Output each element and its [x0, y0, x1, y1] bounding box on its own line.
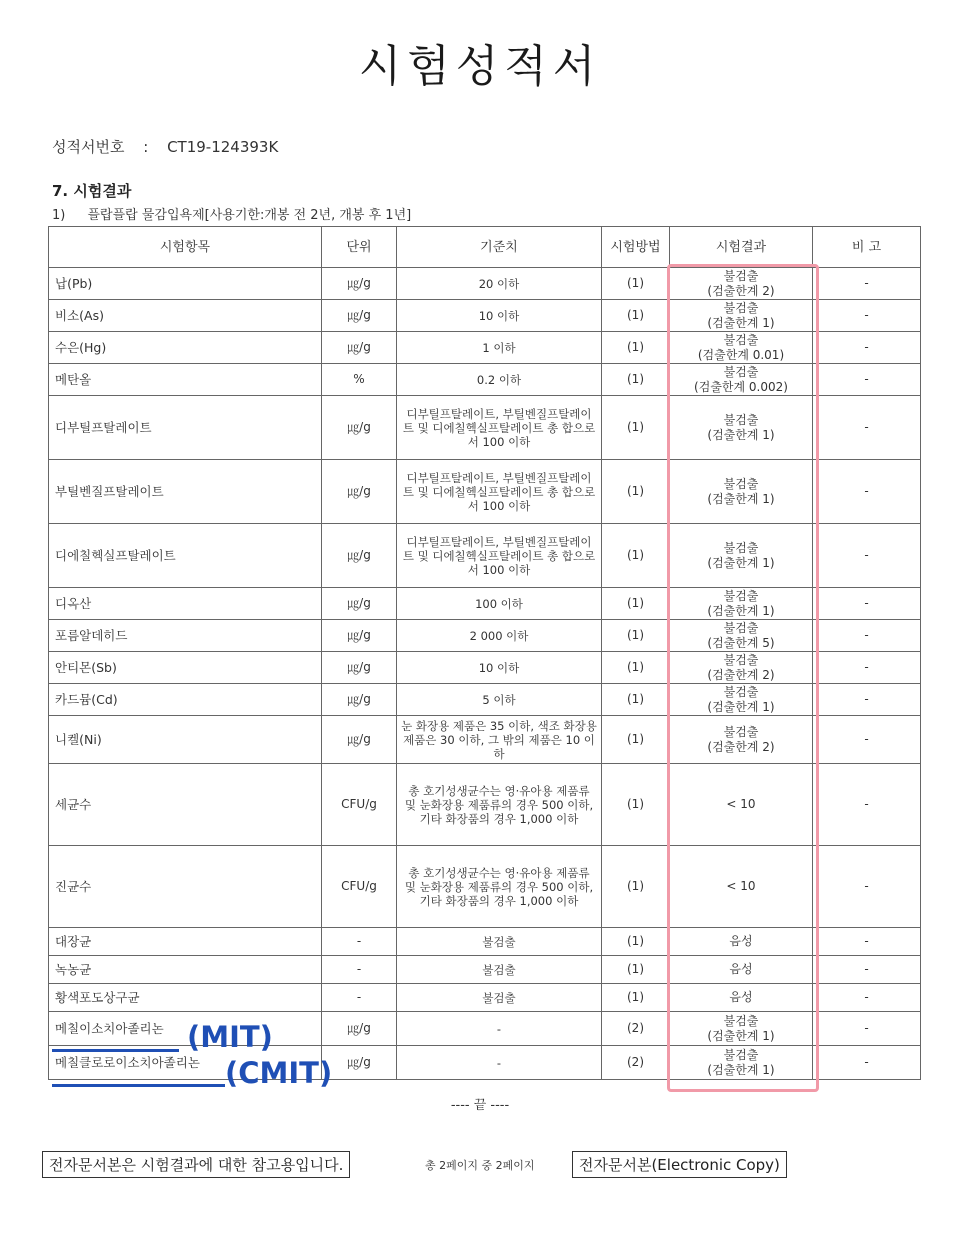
subtitle-number: 1)	[52, 208, 66, 223]
table-row	[49, 460, 921, 524]
unit-cell: -	[322, 984, 397, 1012]
note-cell: -	[813, 956, 921, 984]
unit-cell: -	[322, 928, 397, 956]
note-cell: -	[813, 364, 921, 396]
unit-cell: ㎍/g	[322, 716, 397, 764]
unit-cell: ㎍/g	[322, 300, 397, 332]
test-item-cell: 메칠이소치아졸리논	[49, 1012, 322, 1046]
result-cell	[670, 846, 813, 928]
result-line: 불검출	[723, 300, 759, 315]
test-item-cell: 수은(Hg)	[49, 332, 322, 364]
header-method: 시험방법	[602, 227, 670, 268]
unit-cell: ㎍/g	[322, 652, 397, 684]
method-cell: (1)	[602, 268, 670, 300]
test-item-cell: 디에칠헥실프탈레이트	[49, 524, 322, 588]
standard-cell: 0.2 이하	[397, 364, 602, 396]
note-cell: -	[813, 396, 921, 460]
result-cell	[670, 268, 813, 300]
note-cell: -	[813, 764, 921, 846]
result-line: (검출한계 1)	[707, 427, 775, 442]
result-cell	[670, 396, 813, 460]
result-line: (검출한계 1)	[707, 1028, 775, 1043]
test-item-cell: 녹농균	[49, 956, 322, 984]
unit-cell: -	[322, 956, 397, 984]
result-line: 불검출	[723, 364, 759, 379]
certificate-number-value: CT19-124393K	[167, 138, 279, 156]
result-line: 불검출	[723, 1047, 759, 1062]
note-cell: -	[813, 652, 921, 684]
result-line: 불검출	[723, 476, 759, 491]
result-line: (검출한계 1)	[707, 491, 775, 506]
table-row	[49, 846, 921, 928]
unit-cell: ㎍/g	[322, 460, 397, 524]
standard-cell: 10 이하	[397, 300, 602, 332]
method-cell: (1)	[602, 984, 670, 1012]
result-line: < 10	[726, 879, 756, 893]
result-cell	[670, 620, 813, 652]
standard-cell: 2 000 이하	[397, 620, 602, 652]
end-mark: ---- 끝 ----	[450, 1098, 510, 1113]
standard-cell: 총 호기성생균수는 영·유아용 제품류 및 눈화장용 제품류의 경우 500 이하, 기타 화장품의 경우 1,000 이하	[397, 764, 602, 846]
table-row	[49, 588, 921, 620]
result-line: 불검출	[723, 724, 759, 739]
note-cell: -	[813, 846, 921, 928]
result-line: 음성	[729, 990, 753, 1004]
standard-cell: 눈 화장용 제품은 35 이하, 색조 화장용 제품은 30 이하, 그 밖의 제품은 10 이하	[397, 716, 602, 764]
header-test-item: 시험항목	[49, 227, 322, 268]
test-results-table	[48, 226, 921, 1080]
table-row	[49, 332, 921, 364]
result-line: (검출한계 1)	[707, 1062, 775, 1077]
table-row	[49, 764, 921, 846]
certificate-number-colon: :	[143, 138, 149, 156]
standard-cell: 불검출	[397, 956, 602, 984]
table-row	[49, 300, 921, 332]
standard-cell: 디부틸프탈레이트, 부틸벤질프탈레이트 및 디에칠헥실프탈레이트 총 합으로서 100 이하	[397, 524, 602, 588]
table-row	[49, 956, 921, 984]
result-cell	[670, 956, 813, 984]
table-body	[49, 268, 921, 1080]
note-cell: -	[813, 984, 921, 1012]
test-item-cell: 비소(As)	[49, 300, 322, 332]
note-cell: -	[813, 268, 921, 300]
header-unit: 단위	[322, 227, 397, 268]
unit-cell: ㎍/g	[322, 684, 397, 716]
result-line: 불검출	[723, 268, 759, 283]
note-cell: -	[813, 684, 921, 716]
method-cell: (1)	[602, 684, 670, 716]
method-cell: (1)	[602, 846, 670, 928]
method-cell: (1)	[602, 588, 670, 620]
table-row	[49, 984, 921, 1012]
result-line: 불검출	[723, 620, 759, 635]
method-cell: (1)	[602, 620, 670, 652]
method-cell: (1)	[602, 300, 670, 332]
result-line: (검출한계 2)	[707, 667, 775, 682]
method-cell: (1)	[602, 764, 670, 846]
method-cell: (1)	[602, 364, 670, 396]
note-cell: -	[813, 332, 921, 364]
unit-cell: ㎍/g	[322, 1012, 397, 1046]
standard-cell: 디부틸프탈레이트, 부틸벤질프탈레이트 및 디에칠헥실프탈레이트 총 합으로서 100 이하	[397, 396, 602, 460]
test-item-cell: 대장균	[49, 928, 322, 956]
table-row	[49, 364, 921, 396]
result-line: (검출한계 1)	[707, 699, 775, 714]
note-cell: -	[813, 1012, 921, 1046]
method-cell: (2)	[602, 1046, 670, 1080]
electronic-copy-notice: 전자문서본은 시험결과에 대한 참고용입니다.	[42, 1151, 350, 1178]
unit-cell: ㎍/g	[322, 588, 397, 620]
standard-cell: 총 호기성생균수는 영·유아용 제품류 및 눈화장용 제품류의 경우 500 이하, 기타 화장품의 경우 1,000 이하	[397, 846, 602, 928]
electronic-copy-label: 전자문서본(Electronic Copy)	[572, 1151, 787, 1178]
result-line: (검출한계 0.002)	[694, 379, 788, 394]
subtitle-text: 플랍플랍 물감입욕제[사용기한:개봉 전 2년, 개봉 후 1년]	[87, 208, 412, 223]
result-cell	[670, 332, 813, 364]
header-result: 시험결과	[670, 227, 813, 268]
note-cell: -	[813, 716, 921, 764]
result-line: (검출한계 2)	[707, 283, 775, 298]
test-item-cell: 메탄올	[49, 364, 322, 396]
unit-cell: ㎍/g	[322, 268, 397, 300]
result-cell	[670, 460, 813, 524]
method-cell: (1)	[602, 396, 670, 460]
standard-cell: 1 이하	[397, 332, 602, 364]
result-line: (검출한계 1)	[707, 603, 775, 618]
table-row	[49, 652, 921, 684]
result-line: 불검출	[723, 588, 759, 603]
unit-cell: CFU/g	[322, 846, 397, 928]
result-cell	[670, 984, 813, 1012]
result-line: 불검출	[723, 540, 759, 555]
unit-cell: ㎍/g	[322, 1046, 397, 1080]
product-subtitle	[52, 204, 411, 223]
result-cell	[670, 764, 813, 846]
certificate-number-label: 성적서번호	[52, 138, 125, 156]
result-line: (검출한계 2)	[707, 739, 775, 754]
method-cell: (1)	[602, 956, 670, 984]
method-cell: (1)	[602, 460, 670, 524]
page-count: 총 2페이지 중 2페이지	[425, 1159, 535, 1172]
test-item-cell: 세균수	[49, 764, 322, 846]
standard-cell: -	[397, 1046, 602, 1080]
standard-cell: 20 이하	[397, 268, 602, 300]
note-cell: -	[813, 928, 921, 956]
result-line: (검출한계 1)	[707, 555, 775, 570]
table-row	[49, 716, 921, 764]
table-row	[49, 684, 921, 716]
note-cell: -	[813, 460, 921, 524]
unit-cell: ㎍/g	[322, 396, 397, 460]
cmit-underline	[52, 1084, 225, 1087]
section-title: 7. 시험결과	[52, 182, 132, 200]
test-item-cell: 진균수	[49, 846, 322, 928]
document-title: 시험성적서	[358, 41, 602, 92]
unit-cell: CFU/g	[322, 764, 397, 846]
standard-cell: 불검출	[397, 984, 602, 1012]
result-line: 불검출	[723, 412, 759, 427]
result-cell	[670, 364, 813, 396]
table-row	[49, 268, 921, 300]
result-line: 음성	[729, 962, 753, 976]
standard-cell: 100 이하	[397, 588, 602, 620]
note-cell: -	[813, 1046, 921, 1080]
test-item-cell: 포름알데히드	[49, 620, 322, 652]
result-line: 불검출	[723, 332, 759, 347]
table-row	[49, 620, 921, 652]
method-cell: (1)	[602, 652, 670, 684]
note-cell: -	[813, 588, 921, 620]
result-line: 음성	[729, 934, 753, 948]
result-line: (검출한계 1)	[707, 315, 775, 330]
header-note: 비 고	[813, 227, 921, 268]
test-item-cell: 카드뮴(Cd)	[49, 684, 322, 716]
result-cell	[670, 524, 813, 588]
test-item-cell: 부틸벤질프탈레이트	[49, 460, 322, 524]
result-line: (검출한계 5)	[707, 635, 775, 650]
result-cell	[670, 652, 813, 684]
table-row	[49, 928, 921, 956]
result-cell	[670, 716, 813, 764]
unit-cell: ㎍/g	[322, 620, 397, 652]
note-cell: -	[813, 620, 921, 652]
result-cell	[670, 300, 813, 332]
result-cell	[670, 684, 813, 716]
method-cell: (1)	[602, 716, 670, 764]
result-line: 불검출	[723, 1013, 759, 1028]
standard-cell: -	[397, 1012, 602, 1046]
note-cell: -	[813, 300, 921, 332]
table-row	[49, 1012, 921, 1046]
test-item-cell: 디옥산	[49, 588, 322, 620]
cmit-annotation: (CMIT)	[225, 1056, 333, 1090]
result-line: 불검출	[723, 684, 759, 699]
unit-cell: ㎍/g	[322, 524, 397, 588]
table-header-row	[49, 227, 921, 268]
result-line: < 10	[726, 797, 756, 811]
standard-cell: 디부틸프탈레이트, 부틸벤질프탈레이트 및 디에칠헥실프탈레이트 총 합으로서 100 이하	[397, 460, 602, 524]
test-item-cell: 니켈(Ni)	[49, 716, 322, 764]
result-line: (검출한계 0.01)	[697, 347, 785, 362]
test-item-cell: 납(Pb)	[49, 268, 322, 300]
standard-cell: 5 이하	[397, 684, 602, 716]
method-cell: (1)	[602, 928, 670, 956]
test-item-cell: 메칠클로로이소치아졸리논	[49, 1046, 322, 1080]
table-row	[49, 396, 921, 460]
method-cell: (1)	[602, 332, 670, 364]
standard-cell: 불검출	[397, 928, 602, 956]
result-cell	[670, 1012, 813, 1046]
test-item-cell: 안티몬(Sb)	[49, 652, 322, 684]
note-cell: -	[813, 524, 921, 588]
result-line: 불검출	[723, 652, 759, 667]
mit-annotation: (MIT)	[187, 1020, 273, 1054]
result-cell	[670, 928, 813, 956]
mit-underline	[52, 1049, 179, 1052]
method-cell: (2)	[602, 1012, 670, 1046]
certificate-number-line	[52, 136, 278, 157]
table-row	[49, 524, 921, 588]
result-cell	[670, 588, 813, 620]
method-cell: (1)	[602, 524, 670, 588]
test-item-cell: 황색포도상구균	[49, 984, 322, 1012]
standard-cell: 10 이하	[397, 652, 602, 684]
table-row	[49, 1046, 921, 1080]
unit-cell: ㎍/g	[322, 332, 397, 364]
header-standard: 기준치	[397, 227, 602, 268]
unit-cell: %	[322, 364, 397, 396]
test-item-cell: 디부틸프탈레이트	[49, 396, 322, 460]
result-cell	[670, 1046, 813, 1080]
